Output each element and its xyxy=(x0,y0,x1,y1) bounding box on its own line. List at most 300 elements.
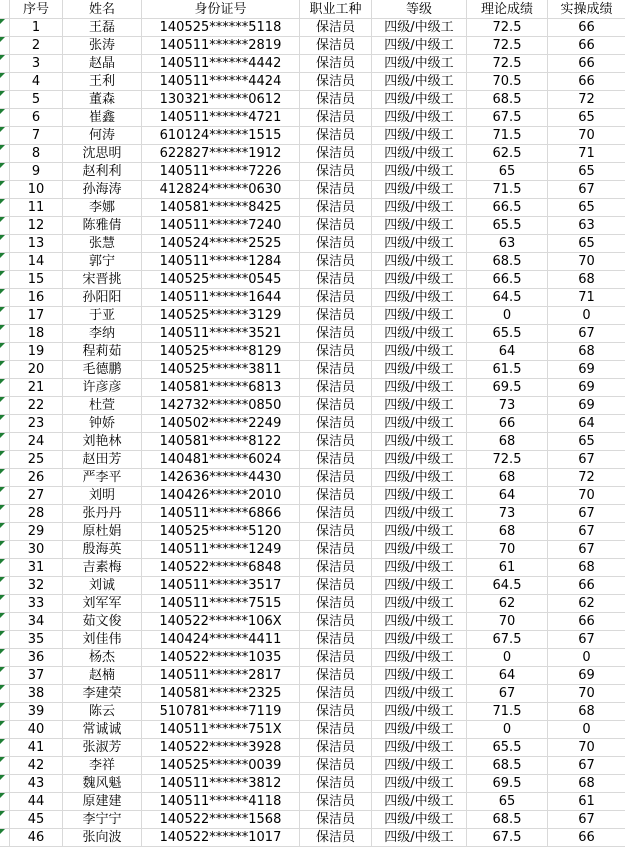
cell-id-number[interactable]: 140511******1249 xyxy=(142,541,300,559)
cell-id-number[interactable]: 510781******7119 xyxy=(142,703,300,721)
error-indicator-cell[interactable] xyxy=(0,235,10,253)
cell-level[interactable]: 四级/中级工 xyxy=(372,487,467,505)
error-indicator-cell[interactable] xyxy=(0,307,10,325)
cell-occupation[interactable]: 保洁员 xyxy=(300,703,372,721)
cell-id-number[interactable]: 140524******2525 xyxy=(142,235,300,253)
cell-no[interactable]: 10 xyxy=(10,181,63,199)
cell-name[interactable]: 许彦彦 xyxy=(63,379,142,397)
cell-theory-score[interactable]: 72.5 xyxy=(467,37,548,55)
cell-practical-score[interactable]: 67 xyxy=(548,451,625,469)
cell-id-number[interactable]: 140511******4442 xyxy=(142,55,300,73)
cell-name[interactable]: 张向波 xyxy=(63,829,142,847)
cell-theory-score[interactable]: 61 xyxy=(467,559,548,577)
cell-no[interactable]: 32 xyxy=(10,577,63,595)
cell-theory-score[interactable]: 68.5 xyxy=(467,253,548,271)
cell-theory-score[interactable]: 68.5 xyxy=(467,757,548,775)
cell-occupation[interactable]: 保洁员 xyxy=(300,559,372,577)
cell-id-number[interactable]: 140511******3517 xyxy=(142,577,300,595)
cell-theory-score[interactable]: 67.5 xyxy=(467,109,548,127)
cell-theory-score[interactable]: 67.5 xyxy=(467,829,548,847)
cell-practical-score[interactable]: 69 xyxy=(548,667,625,685)
cell-level[interactable]: 四级/中级工 xyxy=(372,379,467,397)
cell-level[interactable]: 四级/中级工 xyxy=(372,91,467,109)
cell-name[interactable]: 杜萱 xyxy=(63,397,142,415)
cell-occupation[interactable]: 保洁员 xyxy=(300,541,372,559)
cell-level[interactable]: 四级/中级工 xyxy=(372,145,467,163)
error-indicator-cell[interactable] xyxy=(0,793,10,811)
cell-theory-score[interactable]: 68 xyxy=(467,433,548,451)
cell-id-number[interactable]: 140522******6848 xyxy=(142,559,300,577)
cell-name[interactable]: 李宁宁 xyxy=(63,811,142,829)
cell-occupation[interactable]: 保洁员 xyxy=(300,829,372,847)
cell-no[interactable]: 30 xyxy=(10,541,63,559)
cell-occupation[interactable]: 保洁员 xyxy=(300,91,372,109)
cell-name[interactable]: 陈云 xyxy=(63,703,142,721)
cell-id-number[interactable]: 140511******3812 xyxy=(142,775,300,793)
header-practical-score[interactable]: 实操成绩 xyxy=(548,0,625,19)
error-indicator-cell[interactable] xyxy=(0,109,10,127)
cell-level[interactable]: 四级/中级工 xyxy=(372,361,467,379)
cell-name[interactable]: 茹文俊 xyxy=(63,613,142,631)
cell-level[interactable]: 四级/中级工 xyxy=(372,631,467,649)
cell-level[interactable]: 四级/中级工 xyxy=(372,559,467,577)
cell-level[interactable]: 四级/中级工 xyxy=(372,685,467,703)
cell-occupation[interactable]: 保洁员 xyxy=(300,361,372,379)
error-indicator-cell[interactable] xyxy=(0,703,10,721)
cell-id-number[interactable]: 140481******6024 xyxy=(142,451,300,469)
cell-practical-score[interactable]: 72 xyxy=(548,469,625,487)
cell-practical-score[interactable]: 68 xyxy=(548,775,625,793)
cell-name[interactable]: 陈雅倩 xyxy=(63,217,142,235)
cell-theory-score[interactable]: 68 xyxy=(467,469,548,487)
cell-theory-score[interactable]: 65 xyxy=(467,793,548,811)
cell-occupation[interactable]: 保洁员 xyxy=(300,667,372,685)
cell-no[interactable]: 41 xyxy=(10,739,63,757)
error-indicator-cell[interactable] xyxy=(0,55,10,73)
cell-id-number[interactable]: 140511******4424 xyxy=(142,73,300,91)
error-indicator-cell[interactable] xyxy=(0,361,10,379)
cell-occupation[interactable]: 保洁员 xyxy=(300,379,372,397)
cell-level[interactable]: 四级/中级工 xyxy=(372,397,467,415)
cell-theory-score[interactable]: 70 xyxy=(467,541,548,559)
cell-occupation[interactable]: 保洁员 xyxy=(300,289,372,307)
cell-theory-score[interactable]: 72.5 xyxy=(467,19,548,37)
cell-id-number[interactable]: 140511******4721 xyxy=(142,109,300,127)
cell-id-number[interactable]: 140424******4411 xyxy=(142,631,300,649)
cell-occupation[interactable]: 保洁员 xyxy=(300,775,372,793)
cell-practical-score[interactable]: 69 xyxy=(548,379,625,397)
cell-theory-score[interactable]: 62.5 xyxy=(467,145,548,163)
cell-id-number[interactable]: 140522******1017 xyxy=(142,829,300,847)
cell-theory-score[interactable]: 72.5 xyxy=(467,55,548,73)
cell-level[interactable]: 四级/中级工 xyxy=(372,757,467,775)
cell-practical-score[interactable]: 70 xyxy=(548,487,625,505)
error-indicator-cell[interactable] xyxy=(0,739,10,757)
cell-theory-score[interactable]: 73 xyxy=(467,505,548,523)
cell-occupation[interactable]: 保洁员 xyxy=(300,397,372,415)
cell-theory-score[interactable]: 70 xyxy=(467,613,548,631)
cell-theory-score[interactable]: 70.5 xyxy=(467,73,548,91)
error-indicator-cell[interactable] xyxy=(0,595,10,613)
cell-no[interactable]: 8 xyxy=(10,145,63,163)
cell-name[interactable]: 王磊 xyxy=(63,19,142,37)
cell-name[interactable]: 钟娇 xyxy=(63,415,142,433)
cell-name[interactable]: 王利 xyxy=(63,73,142,91)
cell-no[interactable]: 15 xyxy=(10,271,63,289)
cell-name[interactable]: 赵田芳 xyxy=(63,451,142,469)
cell-level[interactable]: 四级/中级工 xyxy=(372,109,467,127)
cell-practical-score[interactable]: 66 xyxy=(548,19,625,37)
error-indicator-cell[interactable] xyxy=(0,181,10,199)
cell-id-number[interactable]: 412824******0630 xyxy=(142,181,300,199)
cell-id-number[interactable]: 140522******1035 xyxy=(142,649,300,667)
cell-occupation[interactable]: 保洁员 xyxy=(300,757,372,775)
error-indicator-cell[interactable] xyxy=(0,829,10,847)
error-indicator-cell[interactable] xyxy=(0,271,10,289)
error-indicator-cell[interactable] xyxy=(0,19,10,37)
cell-id-number[interactable]: 140511******7515 xyxy=(142,595,300,613)
cell-id-number[interactable]: 622827******1912 xyxy=(142,145,300,163)
cell-name[interactable]: 赵晶 xyxy=(63,55,142,73)
cell-id-number[interactable]: 140581******2325 xyxy=(142,685,300,703)
cell-level[interactable]: 四级/中级工 xyxy=(372,415,467,433)
cell-no[interactable]: 40 xyxy=(10,721,63,739)
cell-theory-score[interactable]: 66.5 xyxy=(467,199,548,217)
cell-occupation[interactable]: 保洁员 xyxy=(300,631,372,649)
cell-name[interactable]: 何涛 xyxy=(63,127,142,145)
cell-name[interactable]: 程莉茹 xyxy=(63,343,142,361)
cell-level[interactable]: 四级/中级工 xyxy=(372,523,467,541)
error-indicator-cell[interactable] xyxy=(0,721,10,739)
cell-theory-score[interactable]: 73 xyxy=(467,397,548,415)
cell-occupation[interactable]: 保洁员 xyxy=(300,793,372,811)
cell-level[interactable]: 四级/中级工 xyxy=(372,739,467,757)
cell-id-number[interactable]: 140525******8129 xyxy=(142,343,300,361)
cell-name[interactable]: 李建荣 xyxy=(63,685,142,703)
cell-occupation[interactable]: 保洁员 xyxy=(300,181,372,199)
cell-no[interactable]: 21 xyxy=(10,379,63,397)
cell-level[interactable]: 四级/中级工 xyxy=(372,73,467,91)
cell-id-number[interactable]: 140522******1568 xyxy=(142,811,300,829)
cell-theory-score[interactable]: 68 xyxy=(467,523,548,541)
cell-no[interactable]: 16 xyxy=(10,289,63,307)
error-indicator-cell[interactable] xyxy=(0,469,10,487)
cell-no[interactable]: 18 xyxy=(10,325,63,343)
cell-name[interactable]: 毛德鹏 xyxy=(63,361,142,379)
cell-practical-score[interactable]: 67 xyxy=(548,631,625,649)
cell-id-number[interactable]: 140511******6866 xyxy=(142,505,300,523)
cell-practical-score[interactable]: 65 xyxy=(548,235,625,253)
error-indicator-cell[interactable] xyxy=(0,559,10,577)
cell-name[interactable]: 赵楠 xyxy=(63,667,142,685)
cell-theory-score[interactable]: 71.5 xyxy=(467,127,548,145)
cell-theory-score[interactable]: 72.5 xyxy=(467,451,548,469)
error-indicator-cell[interactable] xyxy=(0,217,10,235)
cell-no[interactable]: 9 xyxy=(10,163,63,181)
cell-practical-score[interactable]: 72 xyxy=(548,91,625,109)
cell-level[interactable]: 四级/中级工 xyxy=(372,595,467,613)
cell-theory-score[interactable]: 65.5 xyxy=(467,739,548,757)
cell-theory-score[interactable]: 71.5 xyxy=(467,181,548,199)
cell-id-number[interactable]: 140525******0545 xyxy=(142,271,300,289)
cell-occupation[interactable]: 保洁员 xyxy=(300,145,372,163)
cell-occupation[interactable]: 保洁员 xyxy=(300,343,372,361)
error-indicator-cell[interactable] xyxy=(0,253,10,271)
cell-id-number[interactable]: 140502******2249 xyxy=(142,415,300,433)
cell-name[interactable]: 于亚 xyxy=(63,307,142,325)
error-indicator-cell[interactable] xyxy=(0,649,10,667)
error-indicator-cell[interactable] xyxy=(0,577,10,595)
cell-level[interactable]: 四级/中级工 xyxy=(372,181,467,199)
cell-level[interactable]: 四级/中级工 xyxy=(372,451,467,469)
cell-practical-score[interactable]: 65 xyxy=(548,199,625,217)
cell-practical-score[interactable]: 62 xyxy=(548,595,625,613)
cell-practical-score[interactable]: 67 xyxy=(548,181,625,199)
cell-no[interactable]: 37 xyxy=(10,667,63,685)
error-indicator-cell[interactable] xyxy=(0,667,10,685)
cell-level[interactable]: 四级/中级工 xyxy=(372,541,467,559)
cell-no[interactable]: 1 xyxy=(10,19,63,37)
header-no[interactable]: 序号 xyxy=(10,0,63,19)
cell-no[interactable]: 13 xyxy=(10,235,63,253)
cell-practical-score[interactable]: 67 xyxy=(548,541,625,559)
cell-theory-score[interactable]: 64.5 xyxy=(467,289,548,307)
error-indicator-cell[interactable] xyxy=(0,73,10,91)
error-indicator-cell[interactable] xyxy=(0,487,10,505)
cell-name[interactable]: 刘明 xyxy=(63,487,142,505)
cell-no[interactable]: 44 xyxy=(10,793,63,811)
cell-occupation[interactable]: 保洁员 xyxy=(300,595,372,613)
cell-id-number[interactable]: 142636******4430 xyxy=(142,469,300,487)
cell-name[interactable]: 张淑芳 xyxy=(63,739,142,757)
cell-practical-score[interactable]: 61 xyxy=(548,793,625,811)
cell-no[interactable]: 14 xyxy=(10,253,63,271)
header-id-number[interactable]: 身份证号 xyxy=(142,0,300,19)
cell-practical-score[interactable]: 65 xyxy=(548,433,625,451)
cell-no[interactable]: 29 xyxy=(10,523,63,541)
cell-name[interactable]: 李祥 xyxy=(63,757,142,775)
cell-id-number[interactable]: 140511******7240 xyxy=(142,217,300,235)
cell-id-number[interactable]: 140511******3521 xyxy=(142,325,300,343)
cell-practical-score[interactable]: 70 xyxy=(548,739,625,757)
cell-practical-score[interactable]: 66 xyxy=(548,55,625,73)
cell-level[interactable]: 四级/中级工 xyxy=(372,271,467,289)
cell-name[interactable]: 刘军军 xyxy=(63,595,142,613)
cell-no[interactable]: 19 xyxy=(10,343,63,361)
header-corner-cell[interactable] xyxy=(0,0,10,19)
cell-occupation[interactable]: 保洁员 xyxy=(300,415,372,433)
cell-practical-score[interactable]: 65 xyxy=(548,109,625,127)
error-indicator-cell[interactable] xyxy=(0,775,10,793)
error-indicator-cell[interactable] xyxy=(0,325,10,343)
error-indicator-cell[interactable] xyxy=(0,613,10,631)
cell-practical-score[interactable]: 68 xyxy=(548,271,625,289)
cell-level[interactable]: 四级/中级工 xyxy=(372,55,467,73)
cell-no[interactable]: 42 xyxy=(10,757,63,775)
cell-occupation[interactable]: 保洁员 xyxy=(300,721,372,739)
cell-id-number[interactable]: 140581******8425 xyxy=(142,199,300,217)
cell-id-number[interactable]: 140511******4118 xyxy=(142,793,300,811)
cell-no[interactable]: 28 xyxy=(10,505,63,523)
cell-practical-score[interactable]: 70 xyxy=(548,253,625,271)
error-indicator-cell[interactable] xyxy=(0,523,10,541)
cell-id-number[interactable]: 140426******2010 xyxy=(142,487,300,505)
cell-no[interactable]: 46 xyxy=(10,829,63,847)
cell-theory-score[interactable]: 0 xyxy=(467,649,548,667)
cell-practical-score[interactable]: 69 xyxy=(548,397,625,415)
cell-level[interactable]: 四级/中级工 xyxy=(372,163,467,181)
cell-practical-score[interactable]: 65 xyxy=(548,163,625,181)
cell-level[interactable]: 四级/中级工 xyxy=(372,721,467,739)
cell-occupation[interactable]: 保洁员 xyxy=(300,199,372,217)
cell-id-number[interactable]: 140511******2817 xyxy=(142,667,300,685)
error-indicator-cell[interactable] xyxy=(0,37,10,55)
cell-name[interactable]: 刘诚 xyxy=(63,577,142,595)
cell-name[interactable]: 张慧 xyxy=(63,235,142,253)
cell-occupation[interactable]: 保洁员 xyxy=(300,55,372,73)
cell-occupation[interactable]: 保洁员 xyxy=(300,217,372,235)
cell-practical-score[interactable]: 63 xyxy=(548,217,625,235)
header-level[interactable]: 等级 xyxy=(372,0,467,19)
cell-theory-score[interactable]: 69.5 xyxy=(467,775,548,793)
cell-theory-score[interactable]: 71.5 xyxy=(467,703,548,721)
cell-occupation[interactable]: 保洁员 xyxy=(300,37,372,55)
cell-name[interactable]: 李娜 xyxy=(63,199,142,217)
cell-theory-score[interactable]: 0 xyxy=(467,721,548,739)
cell-occupation[interactable]: 保洁员 xyxy=(300,19,372,37)
cell-name[interactable]: 崔鑫 xyxy=(63,109,142,127)
cell-level[interactable]: 四级/中级工 xyxy=(372,505,467,523)
error-indicator-cell[interactable] xyxy=(0,145,10,163)
cell-occupation[interactable]: 保洁员 xyxy=(300,523,372,541)
cell-theory-score[interactable]: 67.5 xyxy=(467,631,548,649)
cell-no[interactable]: 23 xyxy=(10,415,63,433)
cell-id-number[interactable]: 140581******6813 xyxy=(142,379,300,397)
cell-practical-score[interactable]: 0 xyxy=(548,721,625,739)
error-indicator-cell[interactable] xyxy=(0,433,10,451)
cell-practical-score[interactable]: 69 xyxy=(548,361,625,379)
cell-no[interactable]: 25 xyxy=(10,451,63,469)
cell-name[interactable]: 沈思明 xyxy=(63,145,142,163)
cell-occupation[interactable]: 保洁员 xyxy=(300,271,372,289)
cell-name[interactable]: 殷海英 xyxy=(63,541,142,559)
cell-name[interactable]: 赵利利 xyxy=(63,163,142,181)
cell-level[interactable]: 四级/中级工 xyxy=(372,793,467,811)
cell-name[interactable]: 原建建 xyxy=(63,793,142,811)
cell-id-number[interactable]: 140581******8122 xyxy=(142,433,300,451)
cell-no[interactable]: 4 xyxy=(10,73,63,91)
cell-level[interactable]: 四级/中级工 xyxy=(372,19,467,37)
error-indicator-cell[interactable] xyxy=(0,757,10,775)
cell-level[interactable]: 四级/中级工 xyxy=(372,325,467,343)
cell-id-number[interactable]: 140525******3129 xyxy=(142,307,300,325)
cell-theory-score[interactable]: 64 xyxy=(467,487,548,505)
cell-occupation[interactable]: 保洁员 xyxy=(300,127,372,145)
cell-theory-score[interactable]: 64 xyxy=(467,343,548,361)
cell-practical-score[interactable]: 66 xyxy=(548,73,625,91)
cell-practical-score[interactable]: 66 xyxy=(548,829,625,847)
cell-level[interactable]: 四级/中级工 xyxy=(372,613,467,631)
header-occupation[interactable]: 职业工种 xyxy=(300,0,372,19)
error-indicator-cell[interactable] xyxy=(0,163,10,181)
cell-name[interactable]: 张丹丹 xyxy=(63,505,142,523)
cell-level[interactable]: 四级/中级工 xyxy=(372,127,467,145)
cell-practical-score[interactable]: 71 xyxy=(548,289,625,307)
header-theory-score[interactable]: 理论成绩 xyxy=(467,0,548,19)
cell-id-number[interactable]: 610124******1515 xyxy=(142,127,300,145)
cell-level[interactable]: 四级/中级工 xyxy=(372,775,467,793)
cell-id-number[interactable]: 140525******5120 xyxy=(142,523,300,541)
cell-occupation[interactable]: 保洁员 xyxy=(300,235,372,253)
cell-no[interactable]: 24 xyxy=(10,433,63,451)
cell-occupation[interactable]: 保洁员 xyxy=(300,325,372,343)
cell-theory-score[interactable]: 61.5 xyxy=(467,361,548,379)
cell-theory-score[interactable]: 68.5 xyxy=(467,91,548,109)
error-indicator-cell[interactable] xyxy=(0,91,10,109)
cell-no[interactable]: 38 xyxy=(10,685,63,703)
cell-id-number[interactable]: 140511******751X xyxy=(142,721,300,739)
cell-name[interactable]: 杨杰 xyxy=(63,649,142,667)
cell-id-number[interactable]: 140511******1644 xyxy=(142,289,300,307)
cell-level[interactable]: 四级/中级工 xyxy=(372,829,467,847)
cell-name[interactable]: 严李平 xyxy=(63,469,142,487)
cell-practical-score[interactable]: 66 xyxy=(548,613,625,631)
cell-no[interactable]: 20 xyxy=(10,361,63,379)
cell-id-number[interactable]: 140522******3928 xyxy=(142,739,300,757)
cell-level[interactable]: 四级/中级工 xyxy=(372,703,467,721)
cell-level[interactable]: 四级/中级工 xyxy=(372,217,467,235)
cell-id-number[interactable]: 140511******1284 xyxy=(142,253,300,271)
cell-practical-score[interactable]: 67 xyxy=(548,325,625,343)
cell-no[interactable]: 17 xyxy=(10,307,63,325)
cell-id-number[interactable]: 130321******0612 xyxy=(142,91,300,109)
error-indicator-cell[interactable] xyxy=(0,199,10,217)
cell-theory-score[interactable]: 65.5 xyxy=(467,325,548,343)
cell-no[interactable]: 22 xyxy=(10,397,63,415)
error-indicator-cell[interactable] xyxy=(0,631,10,649)
cell-theory-score[interactable]: 67 xyxy=(467,685,548,703)
cell-name[interactable]: 郭宁 xyxy=(63,253,142,271)
cell-name[interactable]: 董森 xyxy=(63,91,142,109)
error-indicator-cell[interactable] xyxy=(0,289,10,307)
cell-occupation[interactable]: 保洁员 xyxy=(300,451,372,469)
error-indicator-cell[interactable] xyxy=(0,685,10,703)
cell-name[interactable]: 孙海涛 xyxy=(63,181,142,199)
cell-no[interactable]: 7 xyxy=(10,127,63,145)
cell-practical-score[interactable]: 70 xyxy=(548,685,625,703)
cell-no[interactable]: 36 xyxy=(10,649,63,667)
error-indicator-cell[interactable] xyxy=(0,505,10,523)
cell-no[interactable]: 45 xyxy=(10,811,63,829)
cell-practical-score[interactable]: 68 xyxy=(548,559,625,577)
cell-theory-score[interactable]: 63 xyxy=(467,235,548,253)
cell-level[interactable]: 四级/中级工 xyxy=(372,433,467,451)
cell-occupation[interactable]: 保洁员 xyxy=(300,739,372,757)
cell-theory-score[interactable]: 66.5 xyxy=(467,271,548,289)
cell-practical-score[interactable]: 0 xyxy=(548,307,625,325)
error-indicator-cell[interactable] xyxy=(0,379,10,397)
cell-theory-score[interactable]: 66 xyxy=(467,415,548,433)
cell-theory-score[interactable]: 64 xyxy=(467,667,548,685)
cell-occupation[interactable]: 保洁员 xyxy=(300,649,372,667)
cell-occupation[interactable]: 保洁员 xyxy=(300,469,372,487)
error-indicator-cell[interactable] xyxy=(0,415,10,433)
cell-occupation[interactable]: 保洁员 xyxy=(300,307,372,325)
error-indicator-cell[interactable] xyxy=(0,541,10,559)
cell-theory-score[interactable]: 64.5 xyxy=(467,577,548,595)
cell-no[interactable]: 35 xyxy=(10,631,63,649)
cell-occupation[interactable]: 保洁员 xyxy=(300,811,372,829)
